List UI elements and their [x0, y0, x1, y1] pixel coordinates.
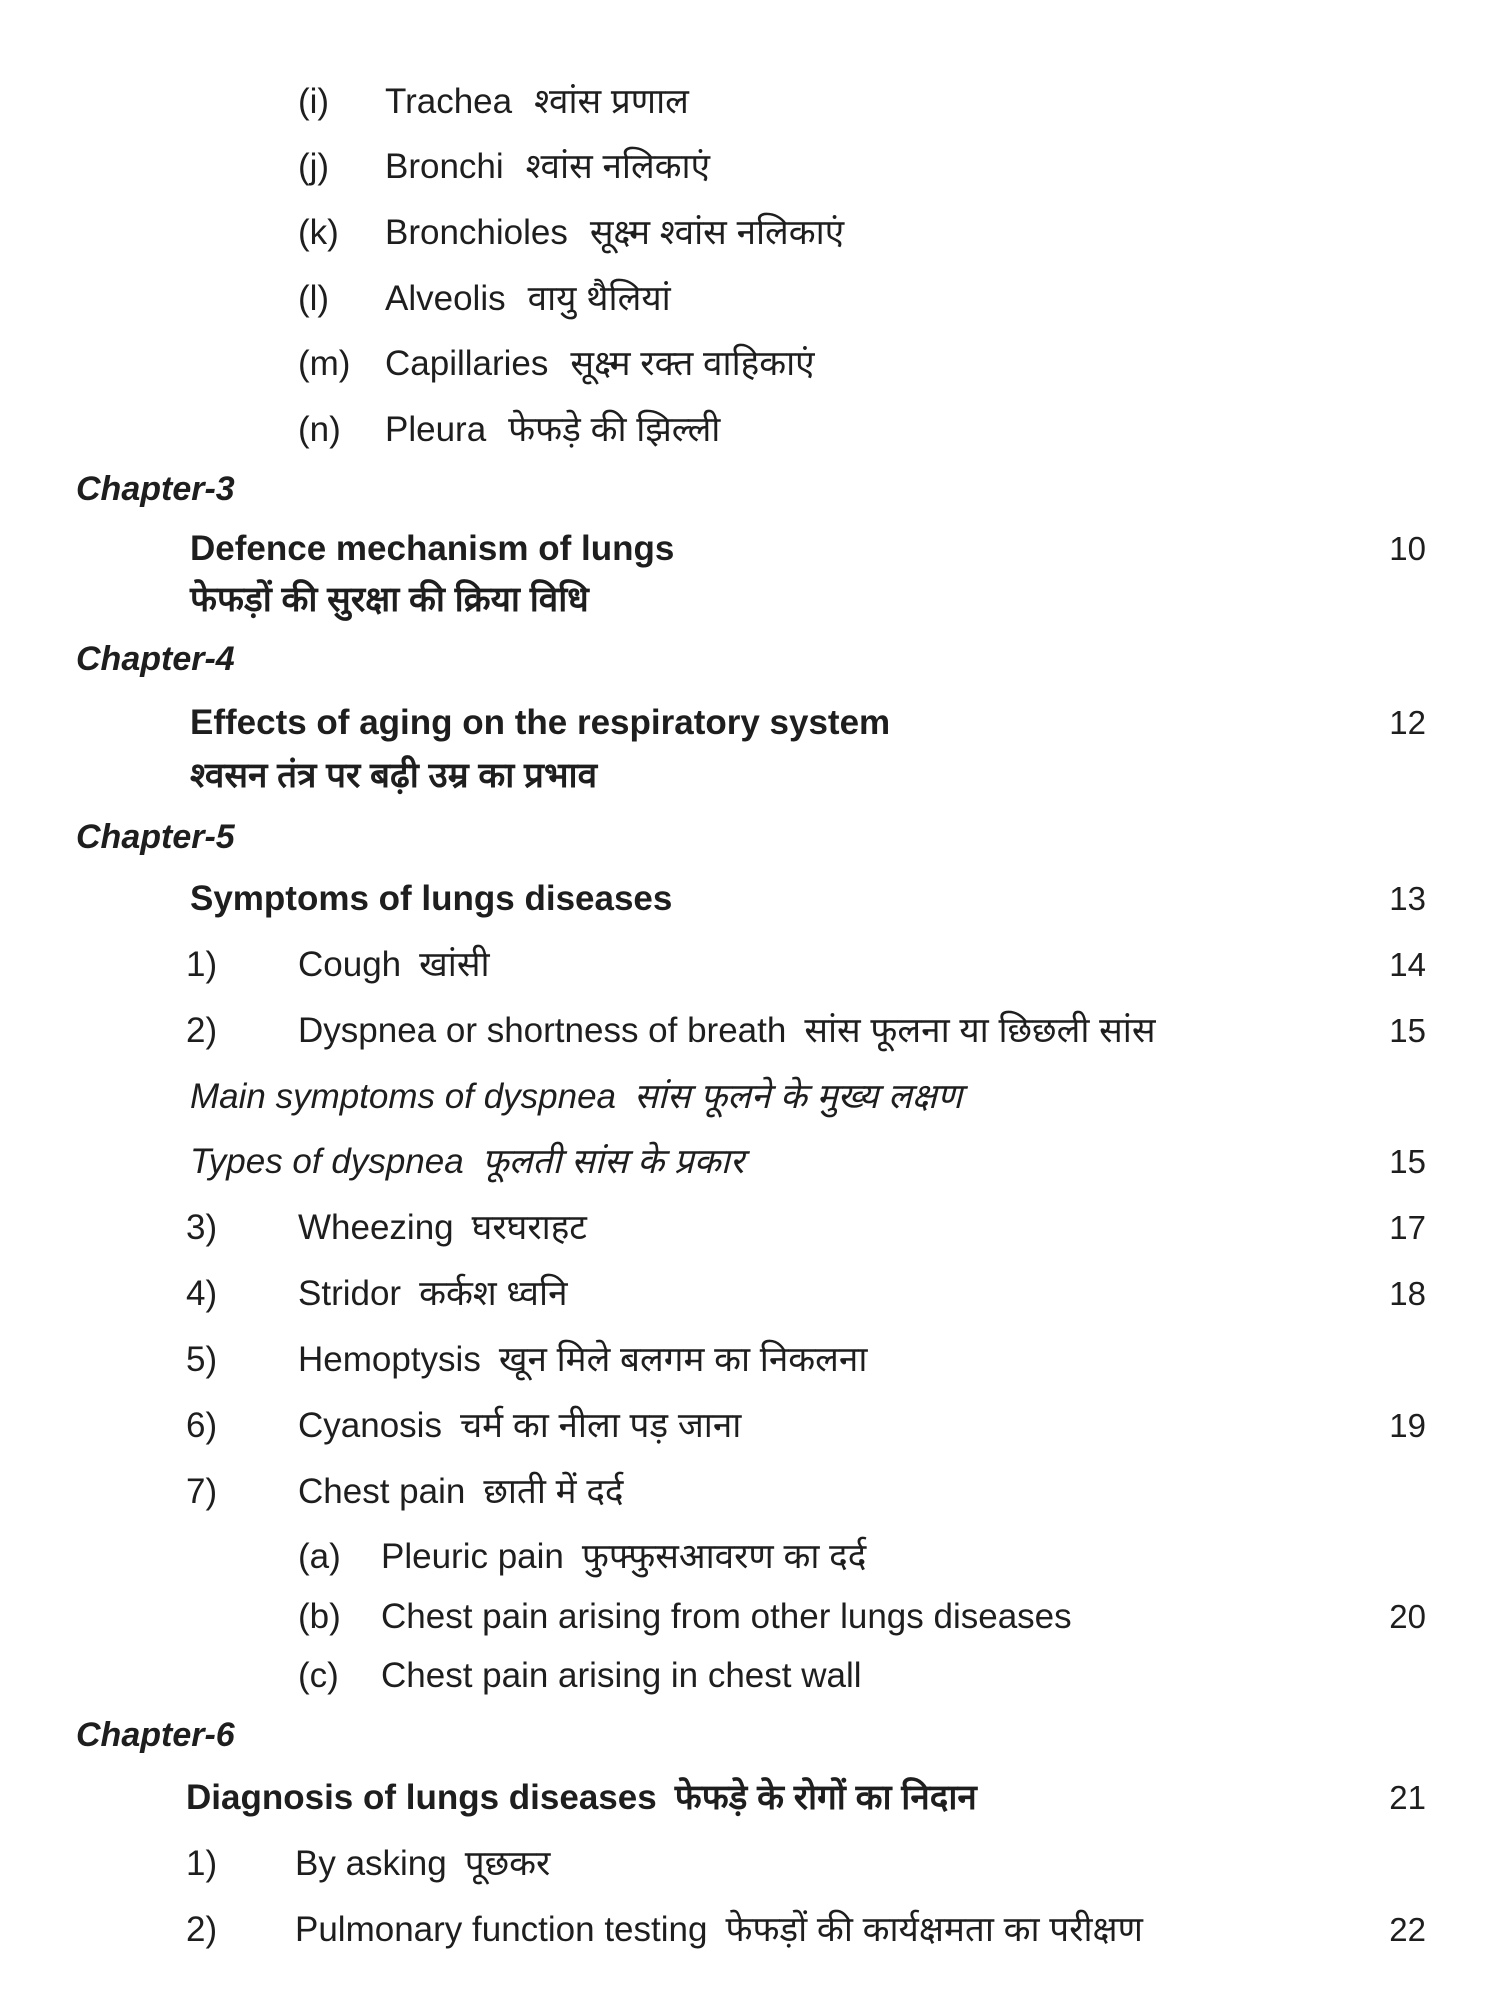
- item-page: 18: [1389, 1275, 1426, 1312]
- item-hindi: फूलती सांस के प्रकार: [481, 1142, 745, 1181]
- item-hindi: छाती में दर्द: [483, 1472, 624, 1511]
- list-item: [381, 1535, 866, 1579]
- item-page: 19: [1389, 1407, 1426, 1444]
- item-english: Bronchioles: [385, 213, 568, 252]
- item-label: (l): [298, 279, 330, 318]
- item-number: 1): [186, 945, 218, 984]
- item-english: Chest pain arising in chest wall: [381, 1656, 862, 1695]
- chapter-6-title: Diagnosis of lungs diseases: [186, 1778, 657, 1817]
- chapter-6-page: 21: [1389, 1779, 1426, 1816]
- item-hindi: खून मिले बलगम का निकलना: [498, 1340, 868, 1379]
- item-page: 15: [1389, 1143, 1426, 1180]
- item-page: 15: [1389, 1012, 1426, 1049]
- item-english: Stridor: [298, 1274, 402, 1313]
- list-item: [385, 211, 844, 255]
- item-page: 17: [1389, 1209, 1426, 1246]
- item-english: Dyspnea or shortness of breath: [298, 1011, 787, 1050]
- item-english: Hemoptysis: [298, 1340, 481, 1379]
- item-hindi: सूक्ष्म श्वांस नलिकाएं: [589, 213, 845, 252]
- chapter-4-title: Effects of aging on the respiratory system: [190, 703, 891, 742]
- item-hindi: पूछकर: [464, 1844, 551, 1883]
- chapter-6-hindi-title: फेफड़े के रोगों का निदान: [674, 1778, 977, 1817]
- list-item: [298, 1404, 741, 1448]
- item-english: Types of dyspnea: [190, 1142, 464, 1181]
- chapter-3-hindi-title: फेफड़ों की सुरक्षा की क्रिया विधि: [190, 580, 589, 619]
- item-number: 2): [186, 1011, 218, 1050]
- item-hindi: सूक्ष्म रक्त वाहिकाएं: [570, 344, 815, 383]
- item-english: Chest pain arising from other lungs diseases: [381, 1597, 1072, 1636]
- item-hindi: श्वांस नलिकाएं: [525, 147, 710, 186]
- chapter-6-label: Chapter-6: [76, 1716, 235, 1754]
- list-item: [385, 80, 689, 124]
- list-item: [298, 1338, 867, 1382]
- item-hindi: सांस फूलने के मुख्य लक्षण: [634, 1077, 963, 1116]
- item-hindi: खांसी: [419, 945, 490, 984]
- list-item: [298, 1206, 587, 1250]
- item-hindi: फुफ्फुसआवरण का दर्द: [581, 1537, 867, 1576]
- item-label: (i): [298, 82, 330, 121]
- item-english: Chest pain: [298, 1472, 466, 1511]
- chapter-3-label: Chapter-3: [76, 470, 235, 508]
- chapter-4-label: Chapter-4: [76, 640, 235, 678]
- item-number: 3): [186, 1208, 218, 1247]
- item-label: (m): [298, 344, 351, 383]
- item-page: 20: [1389, 1598, 1426, 1635]
- chapter-5-page: 13: [1389, 880, 1426, 917]
- item-english: Pleuric pain: [381, 1537, 564, 1576]
- chapter-5-title: Symptoms of lungs diseases: [190, 879, 673, 918]
- item-hindi: कर्कश ध्वनि: [419, 1274, 568, 1313]
- item-english: Main symptoms of dyspnea: [190, 1077, 617, 1116]
- list-item: [385, 408, 720, 452]
- item-page: 14: [1389, 946, 1426, 983]
- list-item: [298, 1272, 568, 1316]
- chapter-4-hindi-title: श्वसन तंत्र पर बढ़ी उम्र का प्रभाव: [190, 756, 598, 795]
- list-item: [295, 1908, 1143, 1952]
- list-item: [190, 1075, 962, 1119]
- item-number: 6): [186, 1406, 218, 1445]
- list-item: [385, 145, 710, 189]
- item-hindi: चर्म का नीला पड़ जाना: [459, 1406, 742, 1445]
- subitem-label: (c): [298, 1656, 339, 1695]
- item-english: Cough: [298, 945, 402, 984]
- item-hindi: फेफड़े की झिल्ली: [508, 410, 721, 449]
- item-english: Bronchi: [385, 147, 504, 186]
- list-item: [298, 1009, 1156, 1053]
- item-number: 1): [186, 1844, 218, 1883]
- item-hindi: घरघराहट: [471, 1208, 587, 1247]
- item-label: (n): [298, 410, 341, 449]
- item-english: Capillaries: [385, 344, 549, 383]
- list-item: [381, 1654, 862, 1698]
- item-english: Pulmonary function testing: [295, 1910, 708, 1949]
- list-item: [298, 1470, 624, 1514]
- item-hindi: फेफड़ों की कार्यक्षमता का परीक्षण: [725, 1910, 1143, 1949]
- list-item: [385, 342, 815, 386]
- subitem-label: (b): [298, 1597, 341, 1636]
- chapter-3-title: Defence mechanism of lungs: [190, 529, 675, 568]
- item-hindi: सांस फूलना या छिछली सांस: [804, 1011, 1156, 1050]
- chapter-3-page: 10: [1389, 530, 1426, 567]
- chapter-4-page: 12: [1389, 704, 1426, 741]
- chapter-6-title-row: [186, 1776, 977, 1820]
- item-english: By asking: [295, 1844, 447, 1883]
- item-english: Alveolis: [385, 279, 506, 318]
- item-english: Wheezing: [298, 1208, 454, 1247]
- item-label: (j): [298, 147, 330, 186]
- list-item: [295, 1842, 550, 1886]
- item-hindi: श्वांस प्रणाल: [534, 82, 689, 121]
- list-item: [381, 1595, 1072, 1639]
- list-item: [190, 1140, 744, 1184]
- list-item: [298, 943, 490, 987]
- item-hindi: वायु थैलियां: [527, 279, 671, 318]
- item-number: 2): [186, 1910, 218, 1949]
- chapter-5-label: Chapter-5: [76, 818, 235, 856]
- subitem-label: (a): [298, 1537, 341, 1576]
- item-number: 4): [186, 1274, 218, 1313]
- item-english: Pleura: [385, 410, 487, 449]
- item-page: 22: [1389, 1911, 1426, 1948]
- list-item: [385, 277, 671, 321]
- item-number: 5): [186, 1340, 218, 1379]
- item-english: Cyanosis: [298, 1406, 442, 1445]
- item-english: Trachea: [385, 82, 513, 121]
- item-label: (k): [298, 213, 339, 252]
- item-number: 7): [186, 1472, 218, 1511]
